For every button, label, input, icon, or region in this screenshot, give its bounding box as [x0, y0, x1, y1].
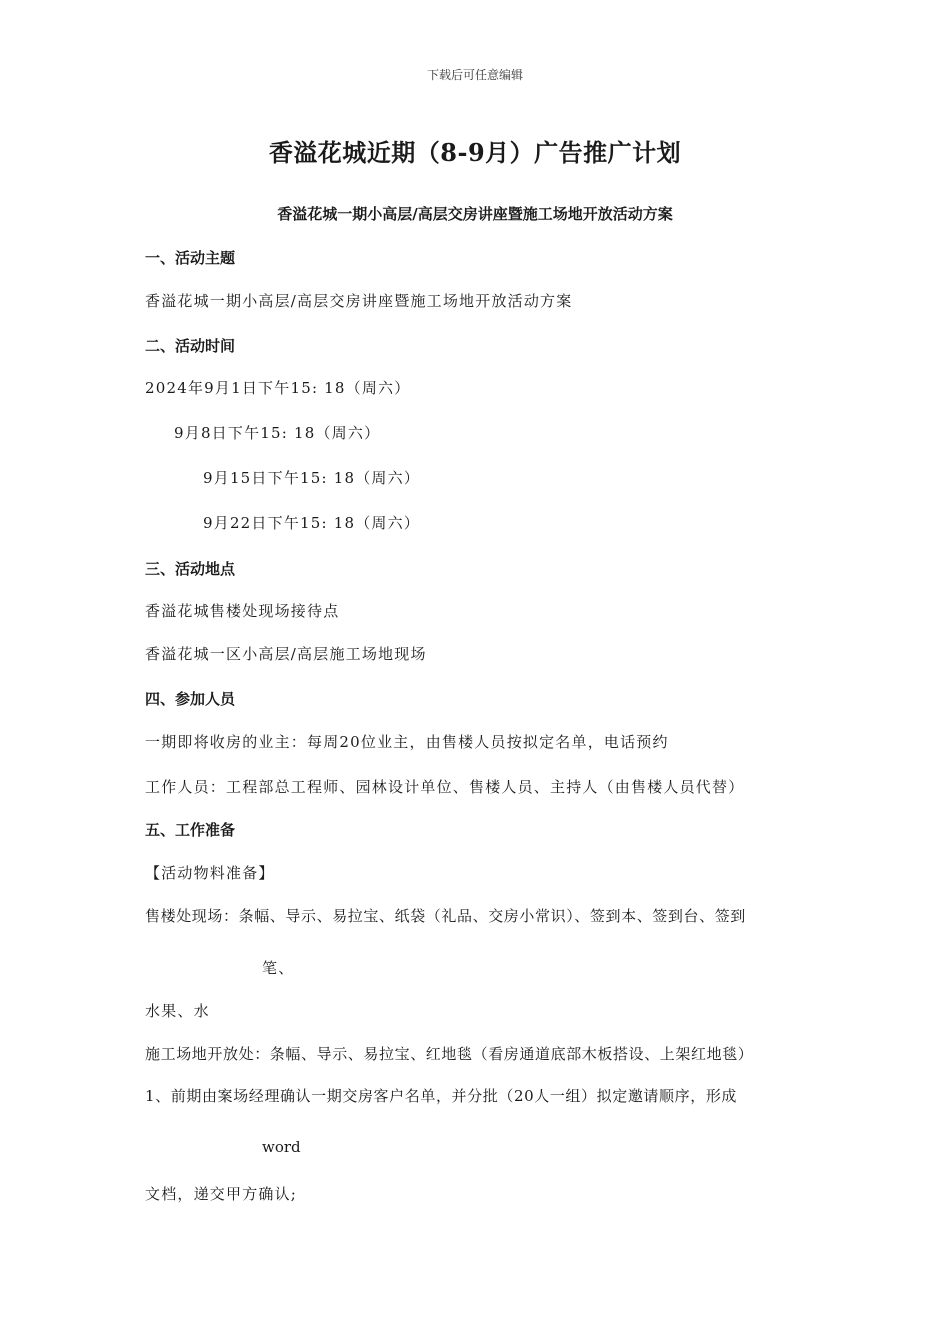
- time-line: 9月15日下午15: 18（周六）: [203, 469, 421, 487]
- location-line: 香溢花城售楼处现场接待点: [145, 602, 340, 620]
- section-heading-theme: 一、活动主题: [145, 249, 236, 267]
- time-line: 2024年9月1日下午15: 18（周六）: [145, 379, 411, 397]
- sales-office-materials: 售楼处现场：条幅、导示、易拉宝、纸袋（礼品、交房小常识）、签到本、签到台、签到: [145, 907, 746, 925]
- time-line: 9月22日下午15: 18（周六）: [203, 514, 421, 532]
- document-subtitle: 香溢花城一期小高层/高层交房讲座暨施工场地开放活动方案: [277, 205, 673, 223]
- section-heading-time: 二、活动时间: [145, 337, 236, 355]
- location-line: 香溢花城一区小高层/高层施工场地现场: [145, 645, 427, 663]
- section-heading-preparation: 五、工作准备: [145, 821, 236, 839]
- section-heading-participants: 四、参加人员: [145, 690, 236, 708]
- step-1: 1、前期由案场经理确认一期交房客户名单，并分批（20人一组）拟定邀请顺序，形成: [145, 1087, 738, 1105]
- site-materials: 施工场地开放处：条幅、导示、易拉宝、红地毯（看房通道底部木板搭设、上架红地毯）: [145, 1045, 754, 1063]
- sales-office-materials-cont: 笔、: [262, 959, 295, 977]
- section-heading-location: 三、活动地点: [145, 560, 236, 578]
- participants-line: 工作人员：工程部总工程师、园林设计单位、售楼人员、主持人（由售楼人员代替）: [145, 778, 745, 796]
- header-note: 下载后可任意编辑: [426, 68, 523, 82]
- document-title: 香溢花城近期（8-9月）广告推广计划: [268, 138, 682, 167]
- step-1-cont: word: [262, 1138, 301, 1156]
- participants-line: 一期即将收房的业主：每周20位业主，由售楼人员按拟定名单，电话预约: [145, 733, 669, 751]
- step-1-end: 文档，递交甲方确认;: [145, 1185, 298, 1203]
- sales-office-materials-end: 水果、水: [145, 1002, 210, 1020]
- materials-label: 【活动物料准备】: [145, 864, 275, 882]
- time-line: 9月8日下午15: 18（周六）: [174, 424, 381, 442]
- theme-text: 香溢花城一期小高层/高层交房讲座暨施工场地开放活动方案: [145, 292, 573, 310]
